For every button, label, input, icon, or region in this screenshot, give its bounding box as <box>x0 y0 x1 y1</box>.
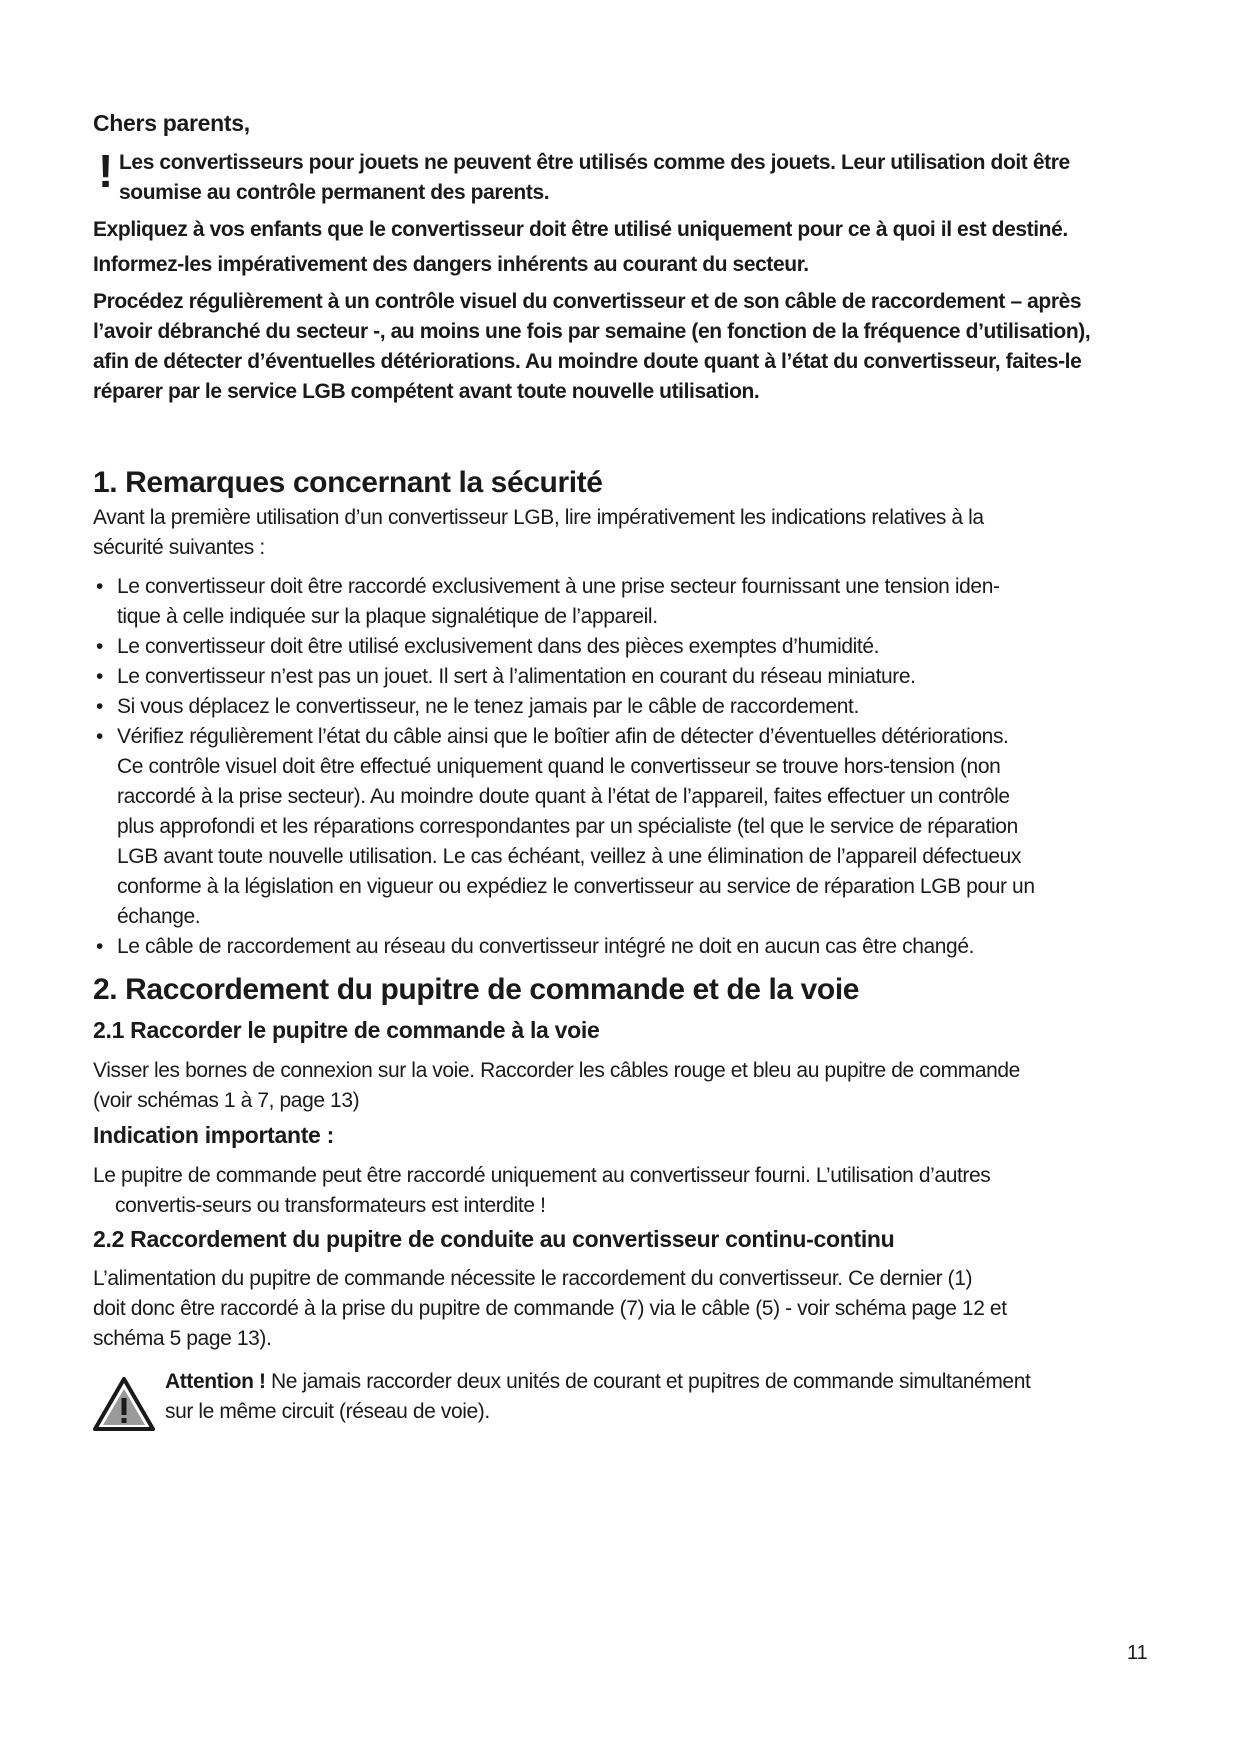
page-number: 11 <box>1127 1642 1148 1664</box>
intro-paragraph-1: Expliquez à vos enfants que le convertisseur doit être utilisé uniquement pour ce à quoi il est destiné. <box>93 218 1068 241</box>
subsection-2-1-heading: 2.1 Raccorder le pupitre de commande à la voie <box>93 1017 600 1043</box>
list-item: • Si vous déplacez le convertisseur, ne le tenez jamais par le câble de raccordement. <box>93 692 1153 722</box>
subsection-2-2-text: L’alimentation du pupitre de commande nécessite le raccordement du convertisseur. Ce dernier (1) doit donc être raccordé à la prise du pupitre de commande (7) via le câble (5) - voir schéma page 12 et schéma 5 page 13). <box>93 1267 1007 1350</box>
subsection-2-1-text: Visser les bornes de connexion sur la voie. Raccorder les câbles rouge et bleu au pupitre de commande (voir schémas 1 à 7, page 13) <box>93 1059 1020 1112</box>
list-item: • Le câble de raccordement au réseau du convertisseur intégré ne doit en aucun cas être changé. <box>93 932 1153 962</box>
attention-text: Attention ! Ne jamais raccorder deux unités de courant et pupitres de commande simultanément sur le même circuit (réseau de voie). <box>165 1370 1031 1423</box>
warning-triangle-icon <box>93 1377 155 1431</box>
list-item: • Vérifiez régulièrement l’état du câble ainsi que le boîtier afin de détecter d’éventuelles détériorations. Ce contrôle visuel doit être effectué uniquement quand le convertisseur se trouve hors-tension (non raccordé à la prise secteur). Au moindre doute quant à l’état de l’appareil, faites effectuer un contrôle plus approfondi et les réparations correspondantes par un spécialiste (tel que le service de réparation LGB avant toute nouvelle utilisation. Le cas échéant, veillez à une élimination de l’appareil défectueux conforme à la législation en vigueur ou expédiez le convertisseur au service de réparation LGB pour un échange. <box>93 722 1153 932</box>
bullet-icon: • <box>96 575 103 598</box>
intro-paragraph-3: Procédez régulièrement à un contrôle visuel du convertisseur et de son câble de raccordement – après l’avoir débranché du secteur -, au moins une fois par semaine (en fonction de la fréquence d’utilisation), afin de détecter d’éventuelles détériorations. Au moindre doute quant à l’état du convertisseur, faites-le réparer par le service LGB compétent avant toute nouvelle utilisation. <box>93 290 1091 403</box>
section-1-intro: Avant la première utilisation d’un convertisseur LGB, lire impérativement les indications relatives à la sécurité suivantes : <box>93 506 984 559</box>
list-item: • Le convertisseur doit être utilisé exclusivement dans des pièces exemptes d’humidité. <box>93 632 1153 662</box>
greeting-heading: Chers parents, <box>93 110 250 136</box>
exclamation-icon: ! <box>98 145 114 197</box>
bullet-icon: • <box>96 635 103 658</box>
safety-bullet-list <box>93 572 1153 962</box>
list-item: • Le convertisseur n’est pas un jouet. Il sert à l’alimentation en courant du réseau miniature. <box>93 662 1153 692</box>
intro-paragraph-2: Informez-les impérativement des dangers inhérents au courant du secteur. <box>93 253 809 276</box>
bullet-icon: • <box>96 665 103 688</box>
subsection-2-2-heading: 2.2 Raccordement du pupitre de conduite au convertisseur continu-continu <box>93 1226 895 1252</box>
important-note-heading: Indication importante : <box>93 1122 334 1148</box>
list-item: • Le convertisseur doit être raccordé exclusivement à une prise secteur fournissant une tension iden- tique à celle indiquée sur la plaque signalétique de l’appareil. <box>93 572 1153 632</box>
bullet-icon: • <box>96 725 103 748</box>
bullet-icon: • <box>96 935 103 958</box>
section-1-heading: 1. Remarques concernant la sécurité <box>93 466 603 499</box>
parent-warning-text: Les convertisseurs pour jouets ne peuvent être utilisés comme des jouets. Leur utilisation doit être soumise au contrôle permanent des parents. <box>119 151 1070 204</box>
important-note-text: Le pupitre de commande peut être raccordé uniquement au convertisseur fourni. L’utilisation d’autres convertis-seurs ou transformateurs est interdite ! <box>93 1164 991 1217</box>
attention-label: Attention ! <box>165 1370 266 1393</box>
bullet-icon: • <box>96 695 103 718</box>
section-2-heading: 2. Raccordement du pupitre de commande et de la voie <box>93 973 860 1006</box>
